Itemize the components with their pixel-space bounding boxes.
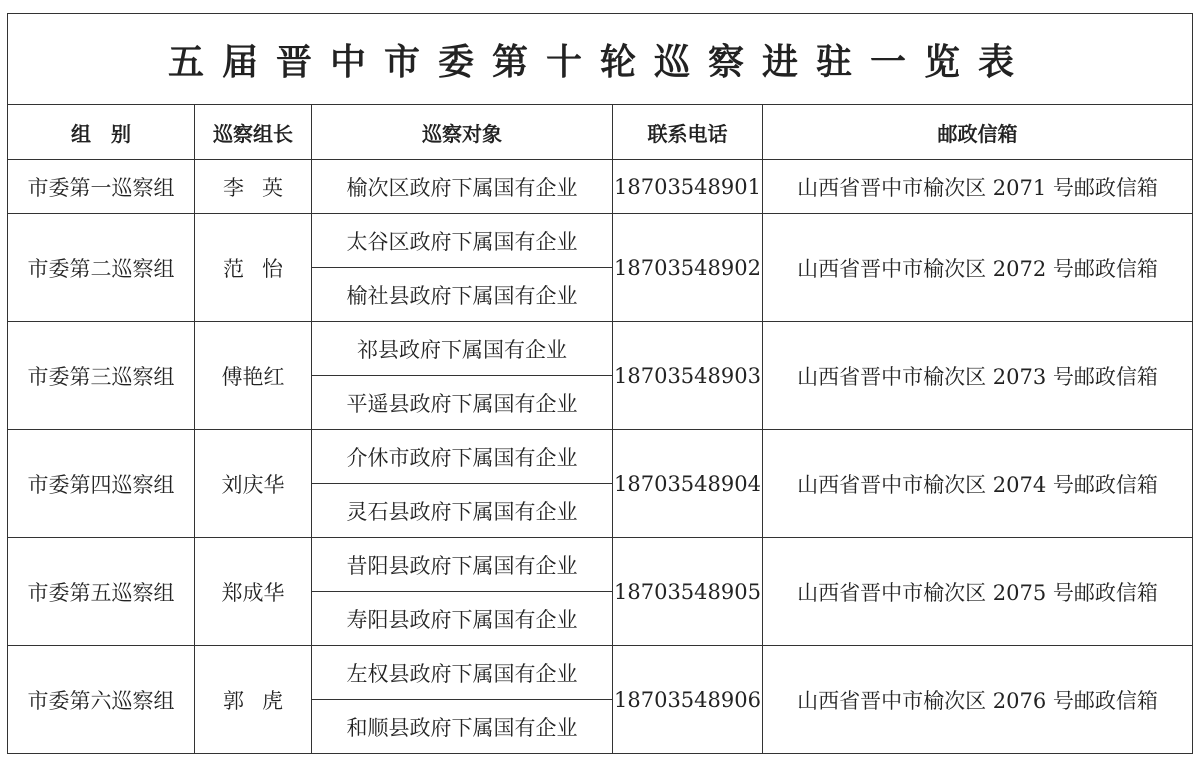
mailbox-cell: 山西省晋中市榆次区 2076 号邮政信箱 [763,646,1193,754]
target-cell: 榆次区政府下属国有企业 [312,160,613,214]
group-name-cell: 市委第三巡察组 [8,322,195,430]
table-row [8,160,1193,214]
mailbox-cell: 山西省晋中市榆次区 2075 号邮政信箱 [763,538,1193,646]
group-leader-cell: 刘庆华 [195,430,312,538]
group-name-cell: 市委第一巡察组 [8,160,195,214]
target-cell: 灵石县政府下属国有企业 [312,484,613,538]
table-row [8,430,1193,484]
target-cell: 平遥县政府下属国有企业 [312,376,613,430]
header-phone: 联系电话 [613,105,763,160]
group-leader-cell: 郭虎 [195,646,312,754]
group-leader-cell: 郑成华 [195,538,312,646]
target-cell: 昔阳县政府下属国有企业 [312,538,613,592]
table-row [8,538,1193,592]
group-name-cell: 市委第五巡察组 [8,538,195,646]
phone-cell: 18703548904 [613,430,763,538]
mailbox-cell: 山西省晋中市榆次区 2074 号邮政信箱 [763,430,1193,538]
target-cell: 和顺县政府下属国有企业 [312,700,613,754]
header-mailbox: 邮政信箱 [763,105,1193,160]
header-group: 组 别 [8,105,195,160]
table-row [8,322,1193,376]
group-leader-cell: 范怡 [195,214,312,322]
table-header-row [8,105,1193,160]
phone-cell: 18703548906 [613,646,763,754]
group-name-cell: 市委第二巡察组 [8,214,195,322]
header-leader: 巡察组长 [195,105,312,160]
group-name-cell: 市委第四巡察组 [8,430,195,538]
target-cell: 祁县政府下属国有企业 [312,322,613,376]
mailbox-cell: 山西省晋中市榆次区 2073 号邮政信箱 [763,322,1193,430]
target-cell: 介休市政府下属国有企业 [312,430,613,484]
group-name-cell: 市委第六巡察组 [8,646,195,754]
phone-cell: 18703548905 [613,538,763,646]
table-row [8,646,1193,700]
phone-cell: 18703548903 [613,322,763,430]
phone-cell: 18703548901 [613,160,763,214]
page-title: 五届晋中市委第十轮巡察进驻一览表 [8,14,1193,105]
target-cell: 太谷区政府下属国有企业 [312,214,613,268]
phone-cell: 18703548902 [613,214,763,322]
table-row [8,214,1193,268]
mailbox-cell: 山西省晋中市榆次区 2072 号邮政信箱 [763,214,1193,322]
target-cell: 榆社县政府下属国有企业 [312,268,613,322]
group-leader-cell: 傅艳红 [195,322,312,430]
target-cell: 寿阳县政府下属国有企业 [312,592,613,646]
mailbox-cell: 山西省晋中市榆次区 2071 号邮政信箱 [763,160,1193,214]
group-leader-cell: 李英 [195,160,312,214]
patrol-table [7,13,1193,754]
header-target: 巡察对象 [312,105,613,160]
target-cell: 左权县政府下属国有企业 [312,646,613,700]
